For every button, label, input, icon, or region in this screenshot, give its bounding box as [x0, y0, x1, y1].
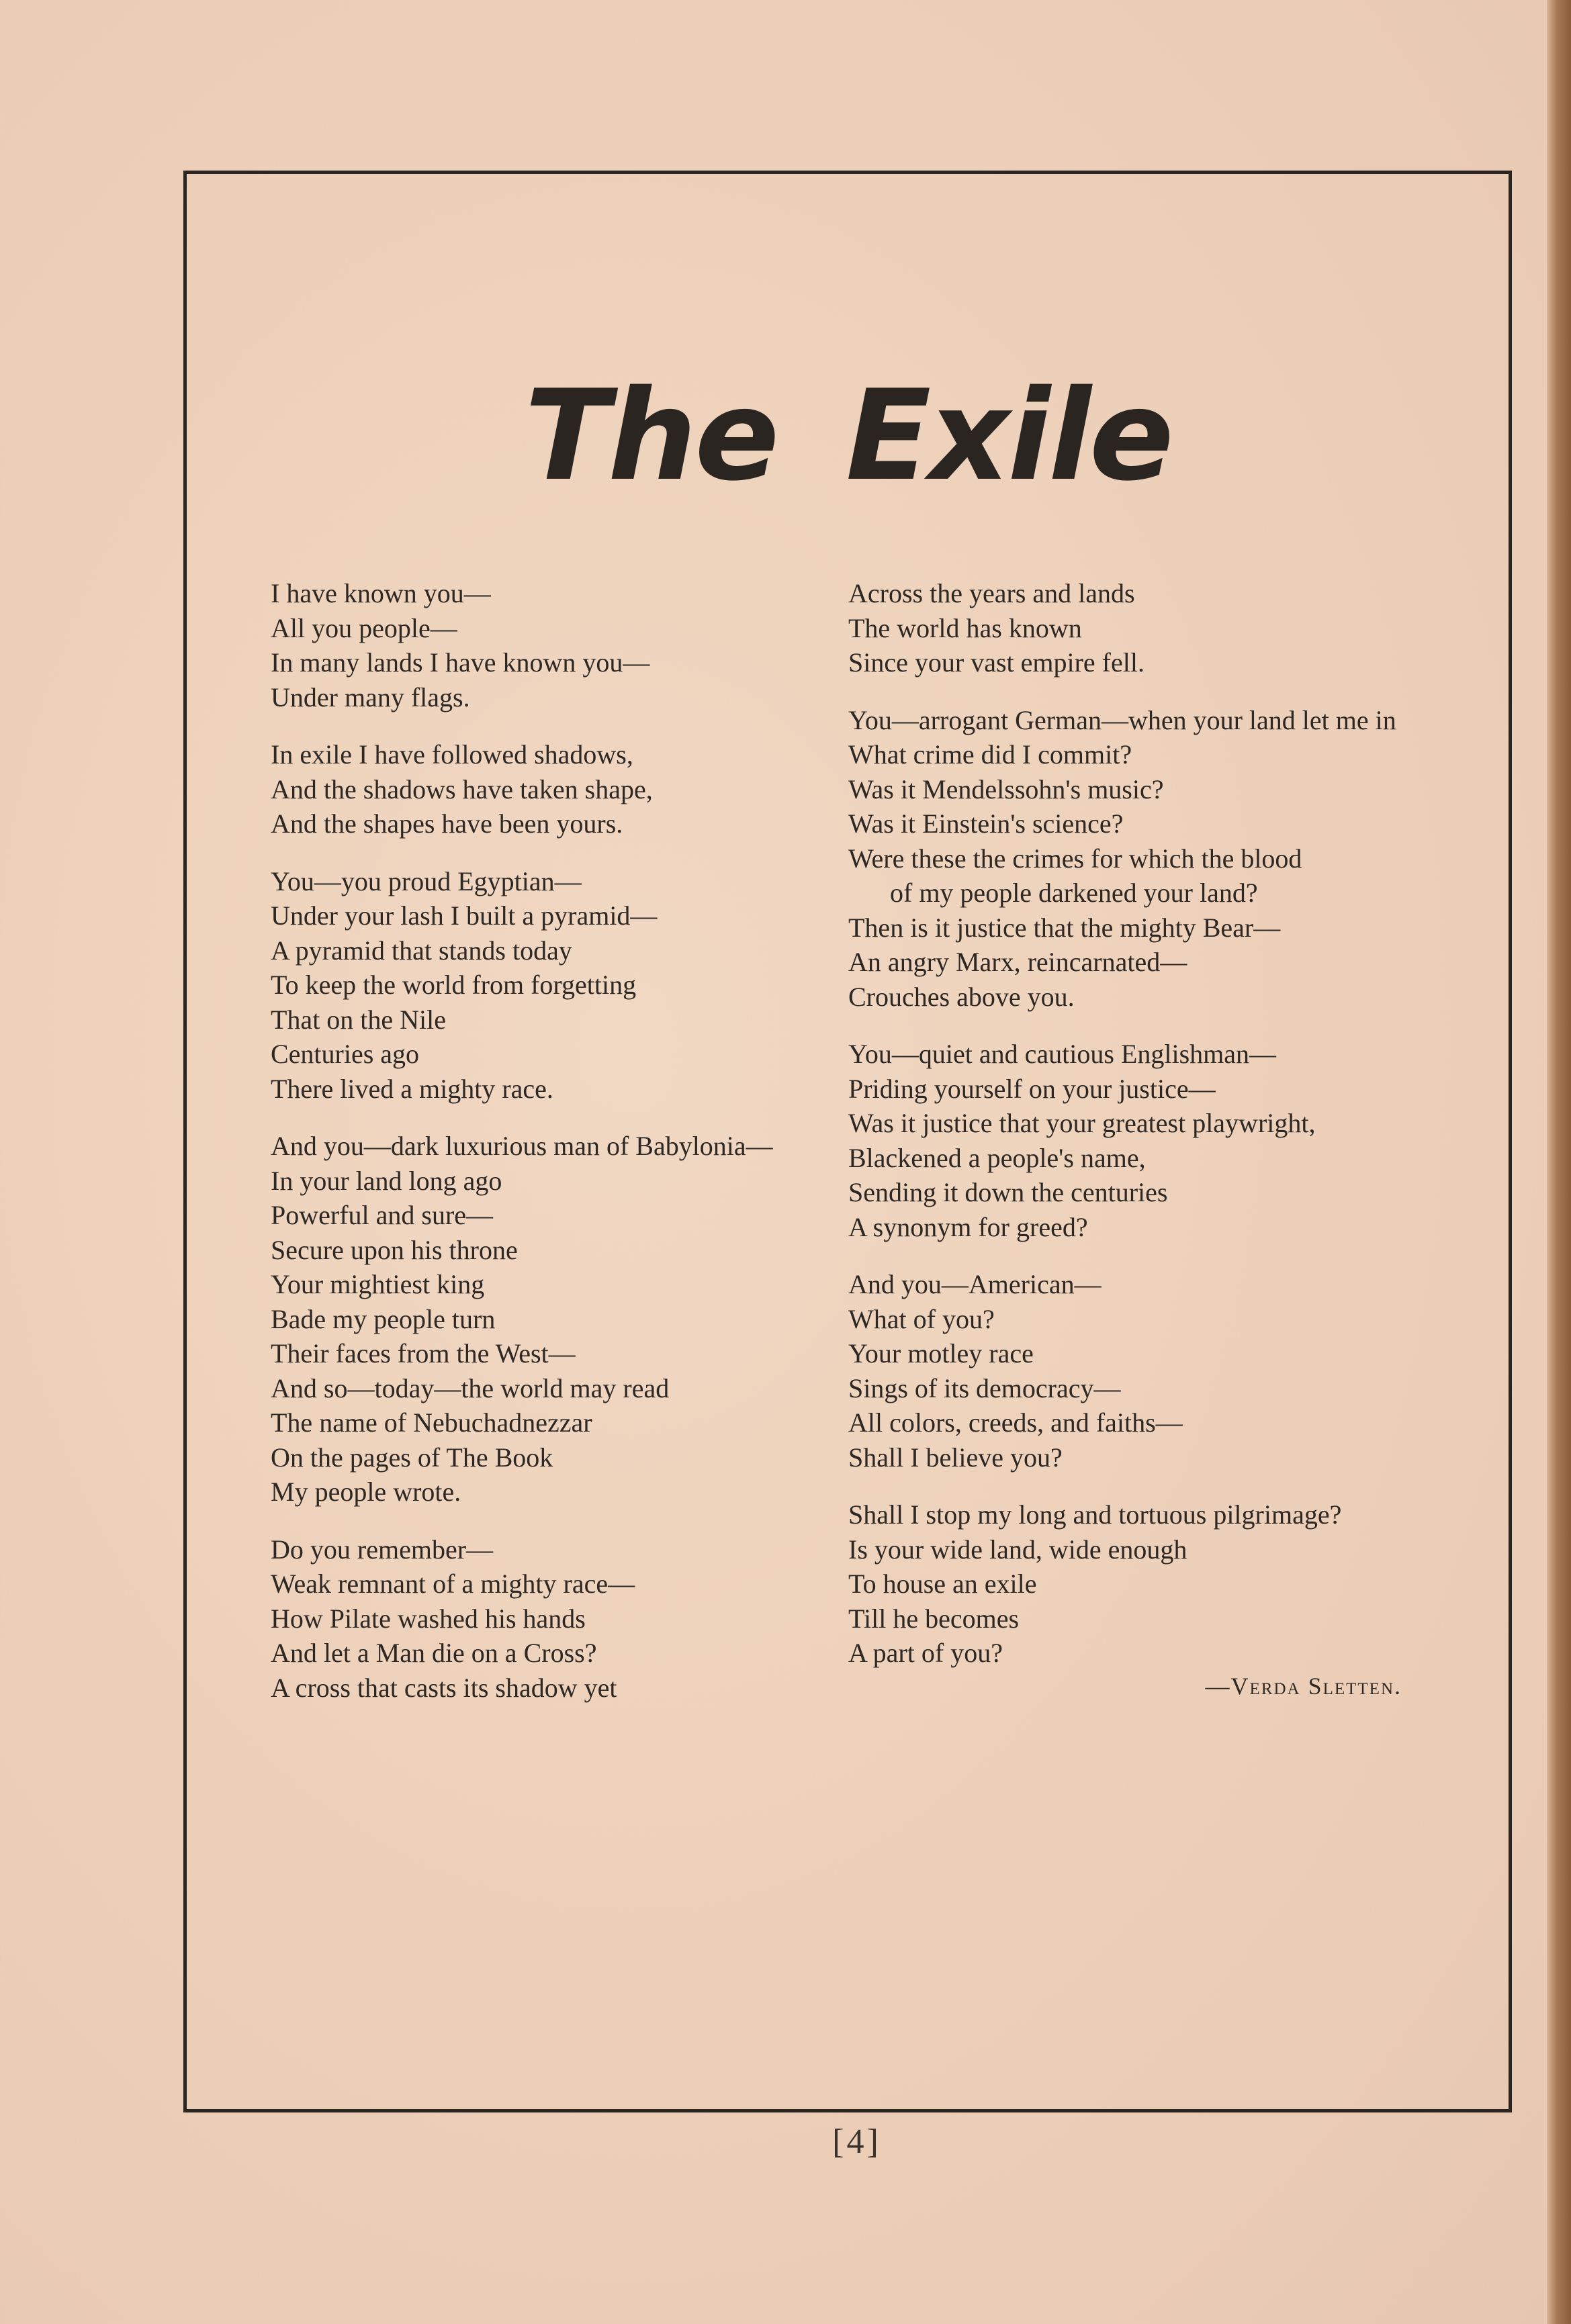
- poem-line: My people wrote.: [271, 1477, 461, 1507]
- poem-line: Since your vast empire fell.: [848, 647, 1144, 678]
- stanza: [848, 703, 1453, 1015]
- poem-line: Was it Mendelssohn's music?: [848, 774, 1164, 804]
- stanza: [271, 864, 808, 1107]
- poem-line: Till he becomes: [848, 1603, 1020, 1634]
- poem-line: In many lands I have known you—: [271, 647, 650, 678]
- poem-line: Your mightiest king: [271, 1269, 485, 1299]
- stanza: [848, 1497, 1453, 1671]
- poem-line: Were these the crimes for which the blood: [848, 843, 1302, 874]
- poem-line: On the pages of The Book: [271, 1442, 553, 1473]
- author-signature: —Verda Sletten.: [1205, 1673, 1402, 1700]
- poem-line: Your motley race: [848, 1338, 1034, 1368]
- poem-line: Shall I believe you?: [848, 1442, 1063, 1473]
- stanza: [271, 1532, 808, 1706]
- poem-line: Centuries ago: [271, 1039, 420, 1069]
- poem-line: The name of Nebuchadnezzar: [271, 1407, 592, 1438]
- poem-line: Was it Einstein's science?: [848, 808, 1124, 839]
- poem-line: In exile I have followed shadows,: [271, 739, 633, 770]
- poem-line: You—quiet and cautious Englishman—: [848, 1039, 1277, 1069]
- poem-line: A synonym for greed?: [848, 1211, 1088, 1242]
- poem-line: A pyramid that stands today: [271, 935, 572, 966]
- poem-line: That on the Nile: [271, 1004, 447, 1035]
- poem-line: Is your wide land, wide enough: [848, 1534, 1187, 1565]
- page-number: [4]: [832, 2123, 881, 2161]
- poem-line: Secure upon his throne: [271, 1234, 518, 1265]
- poem-line: You—you proud Egyptian—: [271, 866, 582, 896]
- poem-line: Weak remnant of a mighty race—: [271, 1569, 635, 1599]
- poem-line: And the shapes have been yours.: [271, 808, 623, 839]
- poem-line: All you people—: [271, 612, 457, 643]
- poem-line: Then is it justice that the mighty Bear—: [848, 912, 1281, 943]
- poem-line: What of you?: [848, 1303, 995, 1334]
- poem-line: Sending it down the centuries: [848, 1177, 1168, 1207]
- poem-line: Powerful and sure—: [271, 1200, 494, 1230]
- stanza: [271, 576, 808, 714]
- poem-line: And so—today—the world may read: [271, 1373, 670, 1403]
- poem-line: Shall I stop my long and tortuous pilgrimage?: [848, 1499, 1342, 1530]
- poem-line: Crouches above you.: [848, 981, 1075, 1012]
- stanza: [848, 1267, 1453, 1475]
- poem-line: Sings of its democracy—: [848, 1373, 1121, 1403]
- poem-line: In your land long ago: [271, 1165, 502, 1196]
- page-edge: [1547, 0, 1571, 2324]
- poem-line: And the shadows have taken shape,: [271, 774, 653, 804]
- poem-line: And you—dark luxurious man of Babylonia—: [271, 1131, 773, 1161]
- poem-line: Priding yourself on your justice—: [848, 1073, 1216, 1104]
- poem-line: There lived a mighty race.: [271, 1073, 553, 1104]
- poem-line: What crime did I commit?: [848, 739, 1132, 770]
- poem-line: Under many flags.: [271, 682, 470, 712]
- poem-line: Under your lash I built a pyramid—: [271, 900, 658, 931]
- poem-line: Do you remember—: [271, 1534, 494, 1565]
- stanza: [271, 737, 808, 841]
- poem-line: To keep the world from forgetting: [271, 970, 637, 1000]
- poem-line: Was it justice that your greatest playwright,: [848, 1108, 1316, 1138]
- poem-column-right: [848, 576, 1453, 1693]
- poem-line-indented: of my people darkened your land?: [890, 878, 1258, 908]
- poem-line: How Pilate washed his hands: [271, 1603, 586, 1634]
- poem-line: The world has known: [848, 612, 1082, 643]
- poem-line: Blackened a people's name,: [848, 1142, 1146, 1173]
- poem-line: I have known you—: [271, 578, 491, 608]
- poem-line: Across the years and lands: [848, 578, 1135, 608]
- poem-line: An angry Marx, reincarnated—: [848, 947, 1187, 977]
- poem-column-left: [271, 576, 808, 1728]
- poem-line: Bade my people turn: [271, 1303, 496, 1334]
- stanza: [271, 1129, 808, 1509]
- poem-line: A part of you?: [848, 1638, 1003, 1668]
- poem-title: The Exile: [525, 363, 1172, 508]
- poem-line: And you—American—: [848, 1269, 1102, 1299]
- poem-line: And let a Man die on a Cross?: [271, 1638, 597, 1668]
- poem-line: To house an exile: [848, 1569, 1037, 1599]
- poem-line: You—arrogant German—when your land let me in: [848, 704, 1396, 735]
- stanza: [848, 576, 1453, 680]
- poem-line: A cross that casts its shadow yet: [271, 1672, 617, 1703]
- poem-line: Their faces from the West—: [271, 1338, 576, 1368]
- poem-line: All colors, creeds, and faiths—: [848, 1407, 1183, 1438]
- stanza: [848, 1037, 1453, 1244]
